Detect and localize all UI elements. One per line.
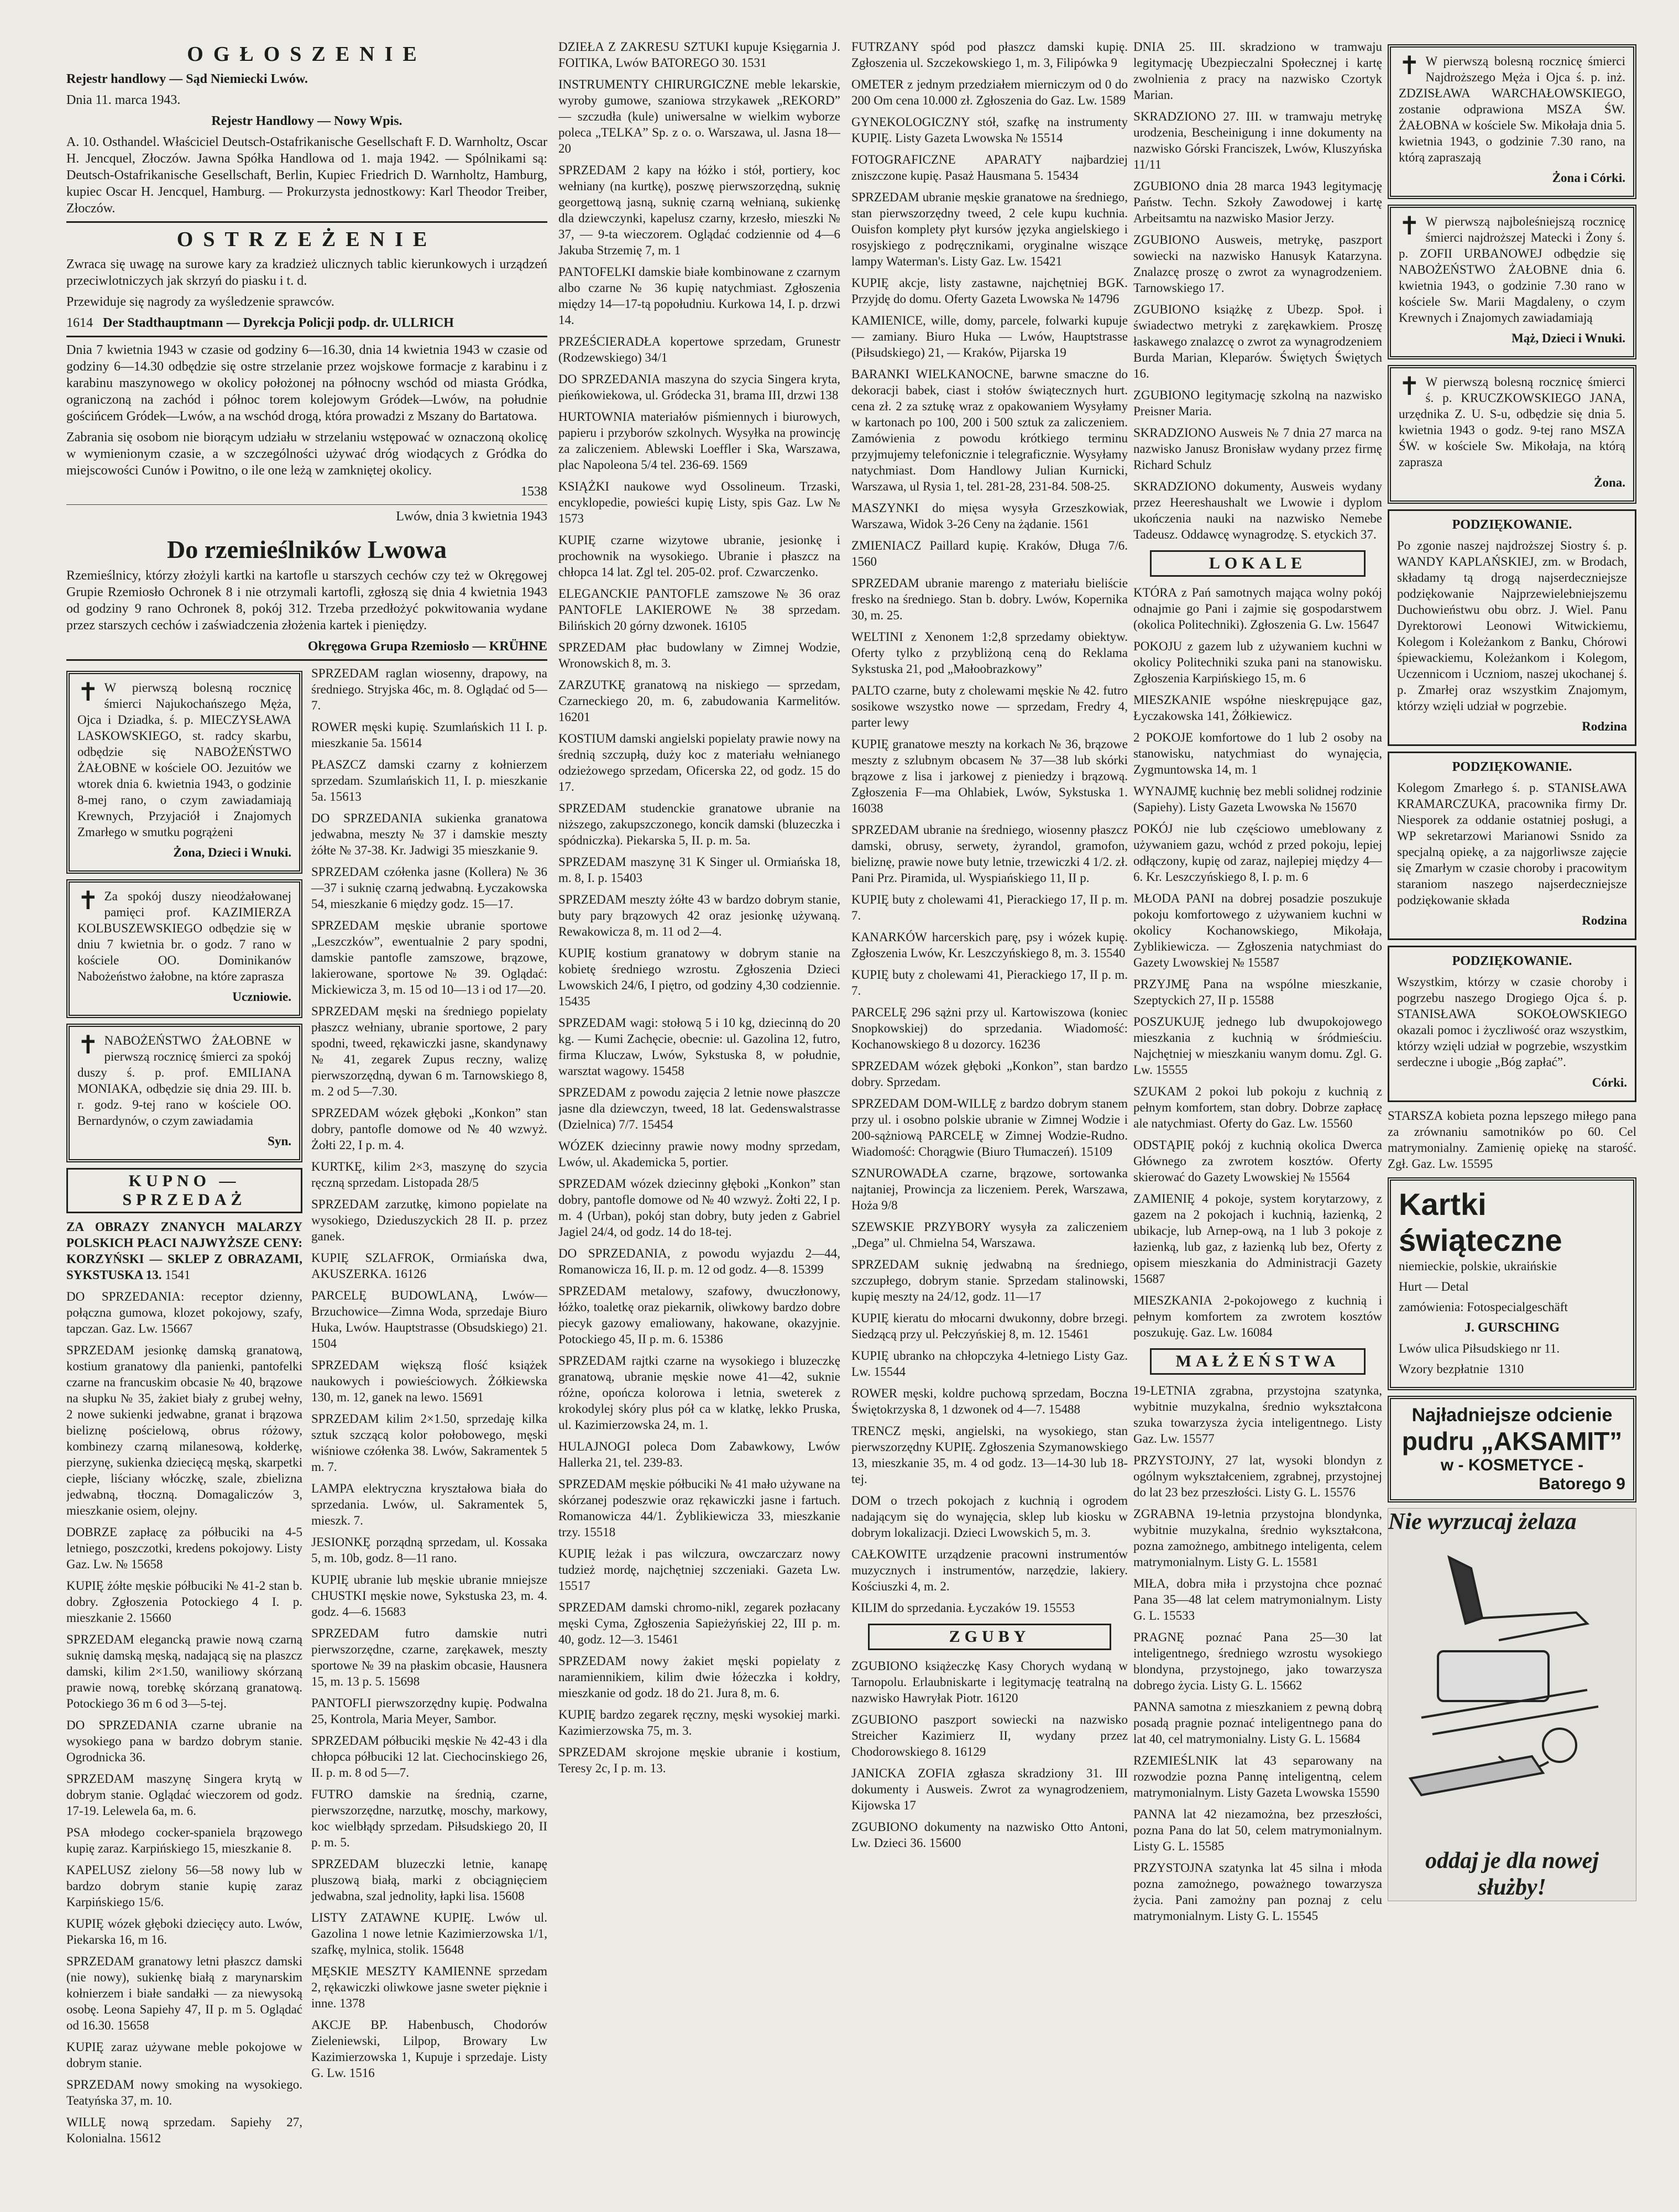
classified-ad: DO SPRZEDANIA, z powodu wyjazdu 2—44, Romanowicza 16, II. p. m. 12 od godz. 4—8. 15399 xyxy=(558,1246,840,1276)
thanks-signature: Córki. xyxy=(1592,1076,1627,1089)
classified-ad: SPRZEDAM płac budowlany w Zimnej Wodzie, Wronowskich 8, m. 3. xyxy=(558,640,840,670)
kupno-lead: ZA OBRAZY ZNANYCH MALARZY POLSKICH PŁACI NAJWYŻSZE CENY: KORZYŃSKI — SKLEP Z OBRAZAMI, SYKSTUSKA 13. 1541 xyxy=(66,1220,302,1282)
lokale-ad: KTÓRA z Pań samotnych mająca wolny pokój odnajmie go Pani i zajmie się gospodarstwem (okolica Politechniki). Zgłoszenia G. Lw. 15647 xyxy=(1133,586,1382,632)
classified-ad: DOBRZE zapłacę za półbuciki na 4-5 letniego, poszczotki, kredens pokojowy. Listy Gaz. Lw. № 15658 xyxy=(66,1525,302,1571)
col1-right-half xyxy=(311,665,547,2152)
obituary-signature: Żona i Córki. xyxy=(1552,171,1625,185)
classified-ad: SPRZEDAM ubranie męskie granatowe na średniego, stan pierwszorzędny tweed, 2 cele kupu kuchnia. Ouisfon komplety płyt kursów języka angielskiego i rosyjskiego z podręcznikami, oryginalne wiszące lampy Waterman's. Listy Gaz. Lw. 15421 xyxy=(851,190,1128,268)
lokale-ad: ZAMIENIĘ 4 pokoje, system korytarzowy, z gazem na 2 pokojach i kuchnią, łazienką, 2 ubikacje, lub Arnep-ową, na 1 lub 3 pokoje z łazienką, lub gaz, z łazienką lub bez, Oferty z opisem mieszkania do Administracji Gazety 15687 xyxy=(1133,1192,1382,1286)
classified-ad: SPRZEDAM zarzutkę, kimono popielate na wysokiego, Dzieduszyckich 28 II. p. przez ganek. xyxy=(311,1197,547,1243)
classified-ad: KURTKĘ, kilim 2×3, maszynę do szycia ręczną sprzedam. Listopada 28/5 xyxy=(311,1160,547,1190)
classified-ad: KUPIĘ bardzo zegarek ręczny, męski wysokiej marki. Kazimierzowska 75, m. 3. xyxy=(558,1708,840,1738)
rejestr-date: Dnia 11. marca 1943. xyxy=(66,93,181,107)
classified-ad: SPRZEDAM czółenka jasne (Kollera) № 36—37 i suknię czarną jedwabną. Łyczakowska 54, mieszkanie 6 między godz. 15—17. xyxy=(311,865,547,911)
classified-ad: KUPIĘ ubranie lub męskie ubranie mniejsze CHUSTKI męskie nowe, Sykstuska 23, m. 4. godz. 4—6. 15683 xyxy=(311,1573,547,1619)
classified-ad: STARSZA kobieta pozna lepszego miłego pana za zrównaniu samotników po 60. Cel matrymonialny. Zamienię opiekę na starość. Zgł. Gaz. Lw. 15595 xyxy=(1388,1109,1636,1171)
classified-ad: KUPIĘ SZLAFROK, Ormiańska dwa, AKUSZERKA. 16126 xyxy=(311,1251,547,1281)
lokale-ad: ODSTĄPIĘ pokój z kuchnią okolica Dwerca Głównego za zwrotem kosztów. Oferty skierować do Gazety Lwowskiej № 15564 xyxy=(1133,1138,1382,1184)
classified-ad: WÓZEK dziecinny prawie nowy modny sprzedam, Lwów, ul. Akademicka 5, portier. xyxy=(558,1139,840,1169)
zguby-ad: JANICKA ZOFIA zgłasza skradziony 31. III dokumenty i Ausweis. Zwrot za wynagrodzeniem, Kijowska 17 xyxy=(851,1766,1128,1812)
aksamit-line-1: Najładniejsze odcienie xyxy=(1411,1405,1613,1426)
classified-ad: KAPELUSZ zielony 56—58 nowy lub w bardzo dobrym stanie kupię zaraz Karpińskiego 15/6. xyxy=(66,1863,302,1909)
classified-ad: DNIA 25. III. skradziono w tramwaju legitymację Ubezpieczalni Społecznej i kartę zwolnienia z pracy na nazwisko Czortyk Marian. xyxy=(1133,40,1382,102)
cross-icon: ✝ xyxy=(77,678,99,706)
classified-ad: SPRZEDAM maszynę Singera krytą w dobrym stanie. Oglądać wieczorem od godz. 17-19. Lelewela 6a, m. 6. xyxy=(66,1772,302,1818)
obituary-box xyxy=(66,879,302,1018)
malzenstwa-ad: PANNA lat 42 niezamożna, bez przeszłości, pozna Pana do lat 50, celem matrymonialnym. Listy G. L. 15585 xyxy=(1133,1807,1382,1853)
lokale-ad: MIESZKANIA 2-pokojowego z kuchnią i pełnym komfortem za zwrotem kosztów poszukuję. Gaz. Lw. 16084 xyxy=(1133,1293,1382,1339)
cross-icon: ✝ xyxy=(77,886,99,915)
lokale-section-title: LOKALE xyxy=(1150,550,1366,577)
classified-ad: ROWER męski kupię. Szumlańskich 11 I. p. mieszkanie 5a. 15614 xyxy=(311,720,547,750)
divider xyxy=(66,659,547,661)
classified-ad: SKRADZIONO Ausweis № 7 dnia 27 marca na nazwisko Janusz Bronisław wydany przez firmę Richard Schulz xyxy=(1133,426,1382,472)
malzenstwa-ad: PRZYSTOJNY, 27 lat, wysoki blondyn z ogólnym wykształceniem, zgrabnej, przystojnej do lat 23 bez przeszłości. Listy G. L. 15576 xyxy=(1133,1453,1382,1499)
classified-ad: PŁASZCZ damski czarny z kołnierzem sprzedam. Szumlańskich 11, I. p. mieszkanie 5a. 15613 xyxy=(311,758,547,804)
lokale-ad: POSZUKUJĘ jednego lub dwupokojowego mieszkania z kuchnią w śródmieściu. Najchętniej w mieszkaniu wanym domu. Zgl. G. Lw. 15555 xyxy=(1133,1015,1382,1077)
ostrzezenie-body: Zwraca się uwagę na surowe kary za kradzież ulicznych tablic kierunkowych i urządzeń przeciwlotniczych jak skrzyń do piasku i t. d. xyxy=(66,257,547,288)
scrap-iron-drawing xyxy=(1388,1535,1631,1845)
obituary-text: Za spokój duszy nieodżałowanej pamięci prof. KAZIMIERZA KOLBUSZEWSKIEGO odbędzie się w dniu 7 kwietnia br. o godz. 7 rano w kościele OO. Dominikanów Nabożeństwo żałobne, na które zaprasza xyxy=(77,889,291,983)
classified-ad: SPRZEDAM męskie ubranie sportowe „Leszczków”, ewentualnie 2 pary spodni, damskie pantofle zamszowe, brązowe, lakierowane, sportowe № 39. Oglądać: Mickiewicza 3, m. 15 od 10—13 i od 17—20. xyxy=(311,919,547,997)
shooting-notice-2: Zabrania się osobom nie biorącym udziału w strzelaniu wstępować w oznaczoną okolicę w wymienionym czasie, a w szczególności używać dróg wiodących z Gródka do miejscowości Cunów i Powitno, o ile one leżą w zamkniętej okolicy. xyxy=(66,430,547,478)
classified-ad: HULAJNOGI poleca Dom Zabawkowy, Lwów Hallerka 21, tel. 239-83. xyxy=(558,1439,840,1469)
cross-icon: ✝ xyxy=(1399,212,1420,240)
illustration-heading: Nie wyrzucaj żelaza xyxy=(1388,1509,1577,1535)
aksamit-line-3: w - KOSMETYCE - xyxy=(1440,1456,1584,1474)
classified-ad: DO SPRZEDANIA: receptor dzienny, połączna gumowa, klozet pokojowy, szafy, tapczan. Gaz. Lw. 15667 xyxy=(66,1290,302,1335)
column-1 xyxy=(66,39,547,2179)
obituary-signature: Żona. xyxy=(1594,476,1625,489)
thanks-signature: Rodzina xyxy=(1582,719,1627,733)
zguby-ad: ZGUBIONO dokumenty na nazwisko Otto Antoni, Lw. Dzieci 36. 15600 xyxy=(851,1820,1128,1850)
classified-ad: DO SPRZEDANIA sukienka granatowa jedwabna, meszty № 37 i damskie meszty żółte № 37-38. Kr. Jadwigi 35 mieszkanie 9. xyxy=(311,811,547,857)
classified-ad: PRZEŚCIERADŁA kopertowe sprzedam, Grunestr (Rodzewskiego) 34/1 xyxy=(558,335,840,364)
classified-ad: SPRZEDAM raglan wiosenny, drapowy, na średniego. Stryjska 46c, m. 8. Oglądać od 5—7. xyxy=(311,666,547,712)
column-3 xyxy=(851,39,1128,2179)
classified-ad: KILIM do sprzedania. Łyczaków 19. 15553 xyxy=(851,1601,1075,1615)
column-2 xyxy=(558,39,840,2179)
lokale-ad: MIESZKANIE współne nieskrępujące gaz, Łyczakowska 141, Żółkiewicz. xyxy=(1133,693,1382,723)
classified-ad: KSIĄŻKI naukowe wyd Ossolineum. Trzaski, encyklopedie, powieści kupię Listy, spis Gaz. Lw № 1573 xyxy=(558,479,840,525)
classified-ad: SZNUROWADŁA czarne, brązowe, sortowanka najtaniej, Prowincja za liczeniem. Perek, Warszawa, Hoża 9/8 xyxy=(851,1166,1128,1212)
lokale-ad: PRZYJMĘ Pana na wspólne mieszkanie, Szeptyckich 27, II p. 15588 xyxy=(1133,977,1382,1007)
classified-ad: HURTOWNIA materiałów piśmiennych i biurowych, papieru i przyborów szkolnych. Wysyłka na prowincję za zaliczeniem. Ablewski Loeffler i Ska, Warszawa, plac Napoleona 5/4 tel. 236-69. 1569 xyxy=(558,410,840,472)
rzemieslnikow-signature: Okręgowa Grupa Rzemiosło — KRÜHNE xyxy=(307,639,547,654)
classified-ad: SPRZEDAM skrojone męskie ubranie i kostium, Teresy 2c, I p. m. 13. xyxy=(558,1745,840,1775)
classified-ad: ZGUBIONO dnia 28 marca 1943 legitymację Państw. Techn. Szkoły Zawodowej i kartę Arbeitsamtu na nazwisko Masior Jerzy. xyxy=(1133,179,1382,225)
classified-ad: KUPIĘ wózek głęboki dziecięcy auto. Lwów, Piekarska 16, m 16. xyxy=(66,1917,302,1947)
classified-ad: KUPIĘ granatowe meszty na korkach № 36, brązowe meszty z szlubnym obcasem № 37—38 lub skórki brązowe z lisa i jarkowej z pieniedzy i brązową. Zgłoszenia F—ma Ohlabiek, Lwów, Sykstuska 1. 16038 xyxy=(851,737,1128,815)
kartki-title: Kartki świąteczne xyxy=(1399,1187,1562,1258)
obituary-box xyxy=(1388,205,1636,359)
classified-ad: WILLĘ nową sprzedam. Sapiehy 27, Kolonialna. 15612 xyxy=(66,2115,302,2145)
col1-left-half xyxy=(66,665,302,2152)
thanks-title: PODZIĘKOWANIE. xyxy=(1452,954,1572,968)
classified-ad: FUTRO damskie na średnią, czarne, pierwszorzędne, narzutkę, moschy, markowy, koc wielbłądy sprzedam. Piłsudskiego 20, II p. m. 5. xyxy=(311,1787,547,1849)
zguby-ad: ZGUBIONO paszport sowiecki na nazwisko Streicher Kazimierz II, wydany przez Chodorowskiego 8. 16129 xyxy=(851,1713,1128,1759)
classified-ad: SPRZEDAM męskie półbuciki № 41 mało używane na skórzanej podeszwie oraz rękawiczki jasne i fartuch. Romanowicza 44/1. Żyblikiewicza 33, mieszkanie trzy. 15518 xyxy=(558,1477,840,1539)
classified-ad: KUPIĘ kieratu do młocarni dwukonny, dobre brzegi. Siedzącą przy ul. Pełczyńskiej 8, m. 12. 15461 xyxy=(851,1311,1128,1341)
classified-ad: PANTOFLI pierwszorzędny kupię. Podwalna 25, Kontrola, Maria Meyer, Sambor. xyxy=(311,1696,547,1726)
column-4 xyxy=(1133,39,1382,2179)
classified-ad: OMETER z jednym przedziałem mierniczym od 0 do 200 Om cena 10.000 zł. Zgłoszenia do Gaz. Lw. 1589 xyxy=(851,77,1128,107)
thanks-text: Kolegom Zmarłego ś. p. STANISŁAWA KRAMARCZUKA, pracownika firmy Dr. Niesporek za oddanie ostatniej posługi, a WP sekretarzowi Marianowi Ssnido za specjalną opiekę, a za najgorliwsze zajęcie się Zmarłym w czasie choroby i pracowitym staraniom naszego najserdeczniejsze podziękowanie składa xyxy=(1397,781,1627,907)
obituary-signature: Żona, Dzieci i Wnuki. xyxy=(173,846,291,859)
classified-ad: ZGUBIONO książkę z Ubezp. Społ. i świadectwo metryki z zarękawkiem. Proszę łaskawego znalazcę o zwrot za wynagrodzeniem Burda Marian, Kleparów. Świętych Świętych 16. xyxy=(1133,302,1382,380)
rzemieslnikow-title: Do rzemieślników Lwowa xyxy=(167,535,447,564)
malzenstwa-ad: 19-LETNIA zgrabna, przystojna szatynka, wybitnie muzykalna, średnio wykształcona szuka towarzysza życia inteligentnego. Listy Gaz. Lw. 15577 xyxy=(1133,1384,1382,1446)
classified-ad: SPRZEDAM wózek głęboki „Konkon”, stan bardzo dobry. Sprzedam. xyxy=(851,1059,1128,1089)
obituary-text: NABOŻEŃSTWO ŻAŁOBNE w pierwszą rocznicę śmierci za spokój duszy ś. p. prof. EMILIANA MONIAKA, odbędzie się dnia 29. III. b. r. godz. 9-tej rano w kościele OO. Bernardynów, o czym zawiadamia xyxy=(77,1034,291,1128)
lokale-ad: 2 POKOJE komfortowe do 1 lub 2 osoby na stanowisku, natychmiast do wynajęcia, Zygmuntowska 14, m. 1 xyxy=(1133,731,1382,776)
classified-ad: SPRZEDAM rajtki czarne na wysokiego i bluzeczkę granatową, ubranie męskie nowe 41—42, suknie różne, opończa kolorowa i letnia, sweterek z krokodylej skóry plus pół ca w klatkę, lekko Pruska, ul. Kazimierzowska 24, m. 1. xyxy=(558,1354,840,1432)
classified-ad: SPRZEDAM męski na średniego popielaty płaszcz wełniany, ubranie sportowe, 2 pary spodni, tweed, rękawiczki jasne, skandynawy № 41, zegarek Zupus reczny, walizę pierwszorzędną, dywan 6 m. Tarnowskiego 8, m. 2 od 5—7.30. xyxy=(311,1004,547,1098)
lokale-ad: POKÓJ nie lub częściowo umeblowany z używaniem gazu, wchód z przed pokoju, lepiej odłączony, kupię od zaraz, najlepiej między 4—6. Kr. Leszczyńskiego 8, I. p. m. 6 xyxy=(1133,822,1382,884)
classified-ad: DOM o trzech pokojach z kuchnią i ogrodem nadającym się do wynajęcia, sklep lub kiosku w dobrym lokalizacji. Dzieci Lwowskich 5, m. 3. xyxy=(851,1494,1128,1540)
classified-ad: KUPIĘ akcje, listy zastawne, najchętniej BGK. Przyjdę do domu. Oferty Gazeta Lwowska № 14796 xyxy=(851,276,1128,306)
classified-ad: KAMIENICE, wille, domy, parcele, folwarki kupuje — zamiany. Biuro Huka — Lwów, Hauptstrasse (Piłsudskiego) 21, — Kraków, Pijarska 19 xyxy=(851,314,1128,359)
kartki-note: Wzory bezpłatnie 1310 xyxy=(1399,1362,1524,1376)
classified-ad: FOTOGRAFICZNE APARATY najbardziej zniszczone kupię. Pasaż Hausmana 5. 15434 xyxy=(851,153,1128,182)
classified-ad: SPRZEDAM DOM-WILLĘ z bardzo dobrym stanem przy ul. i osobno polskie ubranie w Zimnej Wodzie i 200-sążniową PARCELĘ w Zimnej Wodzie-Rudno. Wiadomość: Chorągwie (Biuro Tłumaczeń). 15109 xyxy=(851,1097,1128,1159)
ostrzezenie-title: OSTRZEŻENIE xyxy=(176,228,437,251)
cross-icon: ✝ xyxy=(1399,51,1420,80)
aksamit-line-4: Batorego 9 xyxy=(1539,1475,1625,1493)
classified-ad: DO SPRZEDANIA maszyna do szycia Singera kryta, pieńkowiekowa, ul. Gródecka 31, brama III, drzwi 138 xyxy=(558,372,840,402)
classified-ad: MĘSKIE MESZTY KAMIENNE sprzedam 2, rękawiczki oliwkowe jasne sweter pięknie i inne. 1378 xyxy=(311,1964,547,2010)
classified-ad: SPRZEDAM z powodu zajęcia 2 letnie nowe płaszcze jasne dla dziewczyn, tweed, 18 lat. Gedenswalstrasse (Dzielnica) 7/7. 15454 xyxy=(558,1086,840,1131)
thanks-box xyxy=(1388,946,1636,1102)
classified-ad: SKRADZIONO 27. III. w tramwaju metrykę urodzenia, Bescheinigung i inne dokumenty na nazwisko Górski Franciszek, Lwów, Kluszyńska 11/11 xyxy=(1133,109,1382,171)
kartki-firm: J. GURSCHING xyxy=(1464,1321,1560,1335)
classified-ad: SPRZEDAM nowy żakiet męski popielaty z naramiennikiem, kilim dwie łóżeczka i kołdry, mieszkanie od godz. 18 do 21. Jura 8, m. 6. xyxy=(558,1654,840,1700)
malzenstwa-ad: PANNA samotna z mieszkaniem z pewną dobrą posadą pragnie poznać inteligentnego pana do lat 40, cel matrymonialny. Listy G. L. 15684 xyxy=(1133,1700,1382,1746)
obituary-text: W pierwszą bolesną rocznicę śmierci Najukochańszego Męża, Ojca i Dziadka, ś. p. MIECZYSŁAWA LASKOWSKIEGO, st. radcy skarbu, odbędzie się NABOŻEŃSTWO ŻAŁOBNE w kościele OO. Jezuitów we wtorek dnia 6. kwietnia 1943, o godzinie 8-mej rano, o czym zawiadamiają Krewnych, Przyjaciół i Znajomych Zmarłego w smutku pogrążeni xyxy=(77,681,291,839)
classified-ad: ZGUBIONO Ausweis, metrykę, paszport sowiecki na nazwisko Hanusyk Katarzyna. Znalazcę proszę o zwrot za wynagrodzeniem. Tarnowskiego 17. xyxy=(1133,233,1382,295)
kupno-section-title: KUPNO — SPRZEDAŻ xyxy=(66,1168,302,1213)
classified-ad: KUPIĘ zaraz używane meble pokojowe w dobrym stanie. xyxy=(66,2040,302,2070)
obituary-box xyxy=(66,1024,302,1162)
classified-ad: SPRZEDAM studenckie granatowe ubranie na niższego, zakupszczonego, koncik damski (bluzeczka i spódniczka). Piekarska 5, II. p. m. 5a. xyxy=(558,801,840,847)
rejestr-court: Rejestr handlowy — Sąd Niemiecki Lwów. xyxy=(66,72,308,86)
classified-ad: ZARZUTKĘ granatową na niskiego — sprzedam, Czarneckiego 20, m. 6, zabudowania Karmelitów. 16201 xyxy=(558,678,840,724)
classified-ad: INSTRUMENTY CHIRURGICZNE meble lekarskie, wyroby gumowe, szaniowa strzykawek „REKORD” — szczudła (kule) uniwersalne w wielkim wyborze poleca „TELKA” Sp. z o. o. Warszawa, ul. Jasna 18—20 xyxy=(558,77,840,155)
lwow-date: Lwów, dnia 3 kwietnia 1943 xyxy=(396,509,547,524)
classified-ad: KUPIĘ buty z cholewami 41, Pierackiego 17, II p. m. 7. xyxy=(851,893,1128,922)
classified-ad: BARANKI WIELKANOCNE, barwne smaczne do dekoracji babek, ciast i stołów świątecznych hurt. cena zł. 2 za sztukę wraz z opakowaniem Wysyłamy w kartonach po 100, 200 i 500 sztuk za zaliczeniem. Zamówienia z powodu krótkiego terminu przyjmujemy telefonicznie i telegraficznie. Wysyłamy natychmiast. Dom Handlowy Julian Kurnicki, Warszawa, ul Rysia 1, tel. 281-28, 231-84. 508-25. xyxy=(851,367,1128,493)
classified-ad: SPRZEDAM suknię jedwabną na średniego, szczupłego, dobrym stanie. Sprzedam stalinowski, kupię meszty na 24/12, godz. 11—17 xyxy=(851,1258,1128,1303)
ostrzezenie-body2: Przewiduje się nagrody za wyśledzenie sprawców. xyxy=(66,295,334,309)
classified-ad: SPRZEDAM jesionkę damską granatową, kostium granatowy dla panienki, pantofelki czarne na francuskim obcasie № 40, brązowe na słupku № 35, żakiet biały z grubej wełny, 2 nowe sukienki jedwabne, granat i brązowa bieliznę pościelową, obrus różowy, kombinezy czarną milanesową, kołderkę, pierzynę, sukienka dziecięcą męską, skarpetki ciepłe, liściany włóczkę, szale, zbielizna jedwabną, tłoczną. Domagaliczów 3, mieszkanie osiem, olejny. xyxy=(66,1343,302,1517)
classified-ad: PANTOFELKI damskie białe kombinowane z czarnym albo czarne № 36 kupię natychmiast. Zgłoszenia między 14—17-tą popołudniu. Kurkowa 14, I. p. drzwi 14. xyxy=(558,265,840,327)
classified-ad: SPRZEDAM ubranie na średniego, wiosenny płaszcz damski, obrusy, serwety, żyrandol, gramofon, bieliznę, prawie nowe buty letnie, trzewiczki 4 1/2. zł. Pani Prz. Piramida, ul. Wyspiańskiego 11, II p. xyxy=(851,823,1128,885)
malzenstwa-ad: MIŁA, dobra miła i przystojna chce poznać Pana 35—48 lat celem matrymonialnym. Listy G. L. 15533 xyxy=(1133,1577,1382,1623)
obituary-signature: Uczniowie. xyxy=(232,990,291,1004)
obituary-text: W pierwszą najboleśniejszą rocznicę śmierci najdroższej Matecki i Żony ś. p. ZOFII URBANOWEJ odbędzie się NABOŻEŃSTWO ŻAŁOBNE dnia 6. kwietnia 1943, o godzinie 7.30 rano w kościele Sw. Marii Magdaleny, o czym Krewnych i Znajomych zawiadamiają xyxy=(1399,215,1625,325)
obituary-box xyxy=(1388,44,1636,199)
thanks-box xyxy=(1388,509,1636,746)
ogloszenie-title: OGŁOSZENIE xyxy=(187,43,427,66)
thanks-title: PODZIĘKOWANIE. xyxy=(1452,518,1572,532)
classified-ad: SPRZEDAM bluzeczki letnie, kanapę pluszową białą, marki z obciągnięciem jedwabna, szal jednolity, łapki lisa. 15608 xyxy=(311,1857,547,1903)
classified-ad: DZIEŁA Z ZAKRESU SZTUKI kupuje Księgarnia J. FOITIKA, Lwów BATOREGO 30. 1531 xyxy=(558,40,840,70)
malzenstwa-ad: PRZYSTOJNA szatynka lat 45 silna i młoda pozna zamożnego, poważnego towarzysza życia. Pani zamożny pan poznaj z celu matrymonialnym. Listy G. L. 15545 xyxy=(1133,1861,1382,1923)
lokale-ad: POKOJU z gazem lub z używaniem kuchni w okolicy Politechniki szuka pani na stanowisku. Zgłoszenia Karpińskiego 15, m. 6 xyxy=(1133,639,1382,685)
classified-ad: SPRZEDAM ubranie marengo z materiału bieliście fresko na średniego. Stan b. dobry. Lwów, Kopernika 30, m. 25. xyxy=(851,576,1128,622)
classified-ad: SPRZEDAM maszynę 31 K Singer ul. Ormiańska 18, m. 8, I. p. 15403 xyxy=(558,855,840,885)
classified-ad: ZGUBIONO legitymację szkolną na nazwisko Preisner Maria. xyxy=(1133,388,1382,418)
illustration-caption: oddaj je dla nowej służby! xyxy=(1425,1848,1599,1900)
classified-ad: SPRZEDAM 2 kapy na łóżko i stół, portiery, koc wełniany (na kurtkę), poszwę pierwszorzędną, suknię georgettową jasną, suknię czarną wełnianą, sukienkę dla dziewczynki, kapelusz czarny, krzesło, mieszki № 37, — 9-ta wieczorem. Oglądać codziennie od 4—6 Jakuba Strzemię 7, m. 1 xyxy=(558,163,840,257)
obituary-text: W pierwszą bolesną rocznicę śmierci Najdroższego Męża i Ojca ś. p. inż. ZDZISŁAWA WARCHAŁOWSKIEGO, zostanie odprawiona MSZA ŚW. ŻAŁOBNA w kościele Sw. Mikołaja dnia 5. kwietnia 1943, o godzinie 7.30 rano, na którą zapraszają xyxy=(1399,54,1625,164)
classified-ad: SPRZEDAM wagi: stołową 5 i 10 kg, dziecinną do 20 kg. — Kumi Zachęcie, obecnie: ul. Gazolina 12, futro, firma Kluczaw, Lwów, Sykstuska 8, w południe, warsztat wagowy. 15458 xyxy=(558,1016,840,1078)
classified-ad: KUPIĘ kostium granatowy w dobrym stanie na kobietę średniego wzrostu. Zgłoszenia Dzieci Lwowskich 24/6, I piętro, od godziny 4,30 codziennie. 15435 xyxy=(558,946,840,1008)
classified-ad: SPRZEDAM większą flość książek naukowych i powieściowych. Żółkiewska 130, m. 12, ganek na lewo. 15691 xyxy=(311,1358,547,1404)
cross-icon: ✝ xyxy=(1399,372,1420,400)
rejestr-body: A. 10. Osthandel. Właściciel Deutsch-Ostafrikanische Gesellschaft F. D. Warnholtz, Oscar H. Jencquel, Złoczów. Jawna Spółka Handlowa od 1. maja 1942. — Spólnikami są: Deutsch-Ostafrikanische Gesellschaft, Berlin, Kupiec Friedrich D. Warnholtz, Hamburg, kupiec Oscar H. Jencquel, Hamburg. — Prokurzysta jednostkowy: Karl Theodor Treiber, Złoczów. xyxy=(66,135,547,216)
classified-ad: KUPIĘ czarne wizytowe ubranie, jesionkę i prochownik na wysokiego. Ubranie i płaszcz na chłopca 14 lat. Zgl tel. 205-02. prof. Czwarczenko. xyxy=(558,533,840,579)
kartki-langs: niemieckie, polskie, ukraińskie xyxy=(1399,1259,1557,1273)
thanks-signature: Rodzina xyxy=(1582,914,1627,927)
classified-ad: CAŁKOWITE urządzenie pracowni instrumentów muzycznych i instrumentów, narzędzie, lakiery. Kościuszki 4, m. 2. xyxy=(851,1547,1128,1593)
classified-ad: FUTRZANY spód pod płaszcz damski kupię. Zgłoszenia ul. Szczekowskiego 1, m. 3, Filipówka 9 xyxy=(851,40,1128,70)
classified-ad: SPRZEDAM elegancką prawie nową czarną suknię damską męską, nadającą się na plaszcz damski, kilim 2×1.50, waniliowy skórzaną prawie nową, torebkę skórzaną granatową. Potockiego 36 m 6 od 3—5-tej. xyxy=(66,1632,302,1710)
classified-ad: SPRZEDAM nowy smoking na wysokiego. Teatyńska 37, m. 10. xyxy=(66,2078,302,2107)
obituary-signature: Syn. xyxy=(268,1134,291,1148)
ostrzezenie-signature: 1614 Der Stadthauptmann — Dyrekcja Policji podp. dr. ULLRICH xyxy=(66,316,454,330)
kartki-ad xyxy=(1388,1177,1636,1390)
classified-ad: SPRZEDAM wózek głęboki „Konkon” stan dobry, pantofle domowe od № 40 wzwyż. Żołti 22, I p. m. 4. xyxy=(311,1106,547,1152)
shooting-notice: Dnia 7 kwietnia 1943 w czasie od godziny 6—16.30, dnia 14 kwietnia 1943 w czasie od godziny 6—14.30 odbędzie się ostre strzelanie przez wojskowe formacje z karabinu i z karabinu maszynowego w okolicy położonej na północny wschód od miasta Gródka, ograniczoną na zachód i północ torem kolejowym Gródek—Lwów, na południe gościńcem Gródek—Lwów, a na wschód drogą, która prowadzi z Mszany do Bartatowa. xyxy=(66,343,547,424)
classified-ad: ELEGANCKIE PANTOFLE zamszowe № 36 oraz PANTOFLE LAKIEROWE № 38 sprzedam. Bilińskich 20 górny dzwonek. 16105 xyxy=(558,587,840,633)
kartki-trade: Hurt — Detal xyxy=(1399,1280,1469,1293)
obituary-box xyxy=(1388,365,1636,504)
classified-ad: SZEWSKIE PRZYBORY wysyła za zaliczeniem „Dega” ul. Chmielna 54, Warszawa. xyxy=(851,1220,1128,1250)
classified-ad: JESIONKĘ porządną sprzedam, ul. Kossaka 5, m. 10b, godz. 8—11 rano. xyxy=(311,1535,547,1565)
thanks-title: PODZIĘKOWANIE. xyxy=(1452,760,1572,774)
classified-ad: PARCELĘ 296 sążni przy ul. Kartowiszowa (koniec Snopkowskiej) do sprzedania. Wiadomość: Kochanowskiego 8 u dozorcy. 16236 xyxy=(851,1005,1128,1051)
classified-ad: LISTY ZATAWNE KUPIĘ. Lwów ul. Gazolina 1 nowe letnie Kazimierzowska 1/1, szafkę, mylnica, stolik. 15648 xyxy=(311,1911,547,1957)
classified-ad: TRENCZ męski, angielski, na wysokiego, stan pierwszorzędny KUPIĘ. Zgłoszenia Szymanowskiego 13, mieszkanie 35, m. 4 od godz. 13—14-30 lub 18-tej. xyxy=(851,1424,1128,1486)
left-ads-list xyxy=(66,1288,302,2146)
classified-ad: KUPIĘ leżak i pas wilczura, owczarczarz nowy tudzież mordę, najchętniej szczeniaki. Gazeta Lw. 15517 xyxy=(558,1547,840,1593)
zguby-section-title: ZGUBY xyxy=(868,1624,1111,1650)
classified-ad: SPRZEDAM meszty żółte 43 w bardzo dobrym stanie, buty pary brązowych 42 oraz jesionkę używaną. Rewakowicza 8, m. 11 od 2—4. xyxy=(558,893,840,938)
shooting-num: 1538 xyxy=(521,484,547,499)
divider xyxy=(66,504,547,505)
classified-ad: AKCJE BP. Habenbusch, Chodorów Zieleniewski, Lilpop, Browary Lw Kazimierzowska 1, Kupuje i sprzedaje. Listy G. Lw. 1516 xyxy=(311,2018,547,2080)
obituary-text: W pierwszą bolesną rocznicę śmierci ś. p. KRUCZKOWSKIEGO JANA, urzędnika Z. U. S-u, odbędzie się dnia 5. kwietnia 1943 o godz. 9-tej rano MSZA ŚW. w kościele Sw. Mikołaja, na którą zaprasza xyxy=(1399,375,1625,469)
lokale-ad: MŁODA PANI na dobrej posadzie poszukuje pokoju komfortowego z używaniem kuchni w okolicy Kochanowskiego, Mikołaja, Zyblikiewicza. — Zgłoszenia natychmiast do Gazety Lwowskiej № 15587 xyxy=(1133,891,1382,969)
classified-ad: KUPIĘ ubranko na chłopczyka 4-letniego Listy Gaz. Lw. 15544 xyxy=(851,1349,1128,1379)
kartki-orders: zamówienia: Fotospecialgeschäft xyxy=(1399,1300,1568,1314)
classified-ad: KUPIĘ żółte męskie półbuciki № 41-2 stan b. dobry. Zgłoszenia Potockiego 4 I. p. mieszkanie 2. 15660 xyxy=(66,1579,302,1625)
zguby-ad: ZGUBIONO książeczkę Kasy Chorych wydaną w Tarnopolu. Erlaubniskarte i legitymację teatralną na nazwisko Hawryłak Piotr. 16120 xyxy=(851,1659,1128,1705)
classified-ad: KOSTIUM damski angielski popielaty prawie nowy na średnią szczupłą, duży koc z materiału wełnianego odzieżowego sprzedam, Oficerska 22, od godz. 15 do 17. xyxy=(558,732,840,794)
classified-ad: PSA młodego cocker-spaniela brązowego kupię zaraz. Karpińskiego 15, mieszkanie 8. xyxy=(66,1825,302,1855)
aksamit-line-2: pudru „AKSAMIT” xyxy=(1401,1427,1623,1455)
classified-ad: PALTO czarne, buty z cholewami męskie № 42. futro sosikowe wszystko nowe — sprzedam, Fredry 4, parter lewy xyxy=(851,684,1128,729)
classified-ad: KANARKÓW harcerskich parę, psy i wózek kupię. Zgłoszenia Lwów, Kr. Leszczyńskiego 8, m. 3. 15540 xyxy=(851,930,1128,960)
classified-ad: MASZYNKI do mięsa wysyła Grzeszkowiak, Warszawa, Widok 3-26 Ceny na żądanie. 1561 xyxy=(851,501,1128,531)
thanks-box xyxy=(1388,752,1636,940)
thanks-text: Wszystkim, którzy w czasie choroby i pogrzebu naszego Drogiego Ojca ś. p. STANISŁAWA SOKOŁOWSKIEGO okazali pomoc i życzliwość oraz wszystkim, którzy wzięli udział w pogrzebie, wszystkim serdeczne i ubogie „Bóg zapłać”. xyxy=(1397,975,1627,1069)
thanks-text: Po zgonie naszej najdroższej Siostry ś. p. WANDY KAPLAŃSKIEJ, zm. w Brodach, składamy tą drogą najserdeczniejsze podziękowanie Najprzewielebniejszemu Duchowieństwu obu obrz. J. Wiel. Panu Dyrektorowi Leonowi Witwickiemu, Kolegom i Koleżankom z Banku, Chórowi śpiewackiemu, Koleżankom i Kolegom, Uczennicom i Uczniom, naszej ukochanej ś. p. Zmarłej oraz wszystkim Znajomym, którzy wzięli udział w pogrzebie. xyxy=(1397,539,1627,713)
malzenstwa-ad: RZEMIEŚLNIK lat 43 separowany na rozwodzie pozna Pannę inteligentną, celem matrymonialnym. Listy Gazeta Lwowska 15590 xyxy=(1133,1754,1382,1799)
divider xyxy=(66,221,547,223)
lokale-ad: SZUKAM 2 pokoi lub pokoju z kuchnią z pełnym komfortem, stan dobry. Dobrze zapłacę ale natychmiast. Oferty do Gaz. Lw. 15560 xyxy=(1133,1084,1382,1130)
lokale-ad: WYNAJMĘ kuchnię bez mebli solidnej rodzinie (Sapiehy). Listy Gazeta Lwowska № 15670 xyxy=(1133,784,1382,814)
classified-ad: SPRZEDAM kilim 2×1.50, sprzedaję kilka sztuk szczącą kolor połobowego, męski wiśniowe czółenka 38. Lwów, Sakramentek 5 m. 7. xyxy=(311,1412,547,1474)
divider xyxy=(66,336,547,337)
classified-ad: SPRZEDAM granatowy letni płaszcz damski (nie nowy), sukienkę białą z marynarskim kołnierzem i białe sandałki — za niewysoką osobę. Leona Sapiehy 47, II p. m 5. Oglądać od 16.30. 15658 xyxy=(66,1954,302,2032)
classified-ad: SPRZEDAM damski chromo-nikl, zegarek pozłacany męski Cyma, Zgłoszenia Sapieżyńskiej 22, III p. m. 40, godz. 12—3. 15461 xyxy=(558,1600,840,1646)
classified-ad: SPRZEDAM półbuciki męskie № 42-43 i dla chłopca półbuciki 12 lat. Ciechocinskiego 26, II. p. m. 8 od 5—7. xyxy=(311,1734,547,1780)
classified-ad: KUPIĘ buty z cholewami 41, Pierackiego 17, II p. m. 7. xyxy=(851,968,1128,998)
col1-lower xyxy=(66,665,547,2152)
malzenstwa-ad: ZGRABNA 19-letnia przystojna blondynka, wybitnie muzykalna, średnio wykształcona, pozna zamożnego, ambitnego inteligenta, celem matrymonialnym. Listy G. L. 15581 xyxy=(1133,1507,1382,1569)
malzenstwa-section-title: MAŁŻEŃSTWA xyxy=(1150,1348,1366,1375)
classified-ad: ZMIENIACZ Paillard kupię. Kraków, Długa 7/6. 1560 xyxy=(851,539,1128,568)
rzemieslnikow-body: Rzemieślnicy, którzy złożyli kartki na kartofle u starszych cechów czy też w Okręgowej Grupie Rzemiosło Ochronek 8 i nie otrzymali kartofli, zgłoszą się dnia 4 kwietnia 1943 od godziny 9 rano Ochronek 8, pokój 312. Trzeba przedłożyć pokwitowania wydane przez starszych cechów i zaświadczenia złożenia kartek i pieniędzy. xyxy=(66,568,547,633)
classified-ad: SPRZEDAM wózek dziecinny głęboki „Konkon” stan dobry, pantofle domowe od № 40 wzwyż. Żołti 22, I p. m. 4 (Urban), pokój stan dobry, buty jeden z Gabriel Jagiel 24/4, od godz. 14 do 18-tej. xyxy=(558,1177,840,1239)
rejestr-heading: Rejestr Handlowy — Nowy Wpis. xyxy=(211,114,402,128)
kartki-address: Lwów ulica Piłsudskiego nr 11. xyxy=(1399,1342,1560,1355)
classified-ad: DO SPRZEDANIA czarne ubranie na wysokiego pana w bardzo dobrym stanie. Ogrodnicka 36. xyxy=(66,1718,302,1764)
cross-icon: ✝ xyxy=(77,1031,99,1059)
classified-ad: PARCELĘ BUDOWLANĄ, Lwów—Brzuchowice—Zimna Woda, sprzedaje Biuro Huka, Lwów. Hauptstrasse (Obsudskiego) 21. 1504 xyxy=(311,1288,547,1350)
obituary-signature: Mąż, Dzieci i Wnuki. xyxy=(1511,331,1625,345)
malzenstwa-ad: PRAGNĘ poznać Pana 25—30 lat inteligentnego, średniego wzrostu wysokiego blondyna, przystojnego, jako towarzysza dobrego życia. Listy G. L. 15662 xyxy=(1133,1630,1382,1692)
scrap-iron-illustration xyxy=(1388,1508,1636,1901)
aksamit-ad xyxy=(1388,1396,1636,1503)
obituary-box xyxy=(66,671,302,874)
classified-ad: GYNEKOLOGICZNY stół, szafkę na instrumenty KUPIĘ. Listy Gazeta Lwowska № 15514 xyxy=(851,115,1128,145)
classified-ad: ROWER męski, koldre puchową sprzedam, Boczna Świętokrzyska 8, 1 dzwonek od 4—7. 15488 xyxy=(851,1386,1128,1416)
column-5 xyxy=(1388,39,1636,2179)
classified-ad: WELTINI z Xenonem 1:2,8 sprzedamy obiektyw. Oferty tylko z przybliżoną ceną do Reklama Sykstuska 21, pod „Małoobrazkowy” xyxy=(851,630,1128,676)
classified-ad: SPRZEDAM metalowy, szafowy, dwuczłonowy, łóżko, toaletkę oraz piekarnik, oliwkowy bardzo dobre piecyk gazowy emaliowany, hakowane, okazyjnie. Potockiego 45, II p. m. 6. 15386 xyxy=(558,1284,840,1346)
classified-ad: SPRZEDAM futro damskie nutri pierwszorzędne, czarne, zarękawek, meszty sportowe № 39 na płaskim obcasie, Hausnera 15, m. 13 p. 5. 15698 xyxy=(311,1626,547,1688)
classified-ad: SKRADZIONO dokumenty, Ausweis wydany przez Heereshaushalt we Lwowie i dyplom ukończenia nauki na nazwisko Nemebe Tadeusz. Oddawcę wynagrodzę. S. etyckich 37. xyxy=(1133,479,1382,541)
classified-ad: LAMPA elektryczna kryształowa biała do sprzedania. Lwów, ul. Sakramentek 5, mieszk. 7. xyxy=(311,1481,547,1527)
